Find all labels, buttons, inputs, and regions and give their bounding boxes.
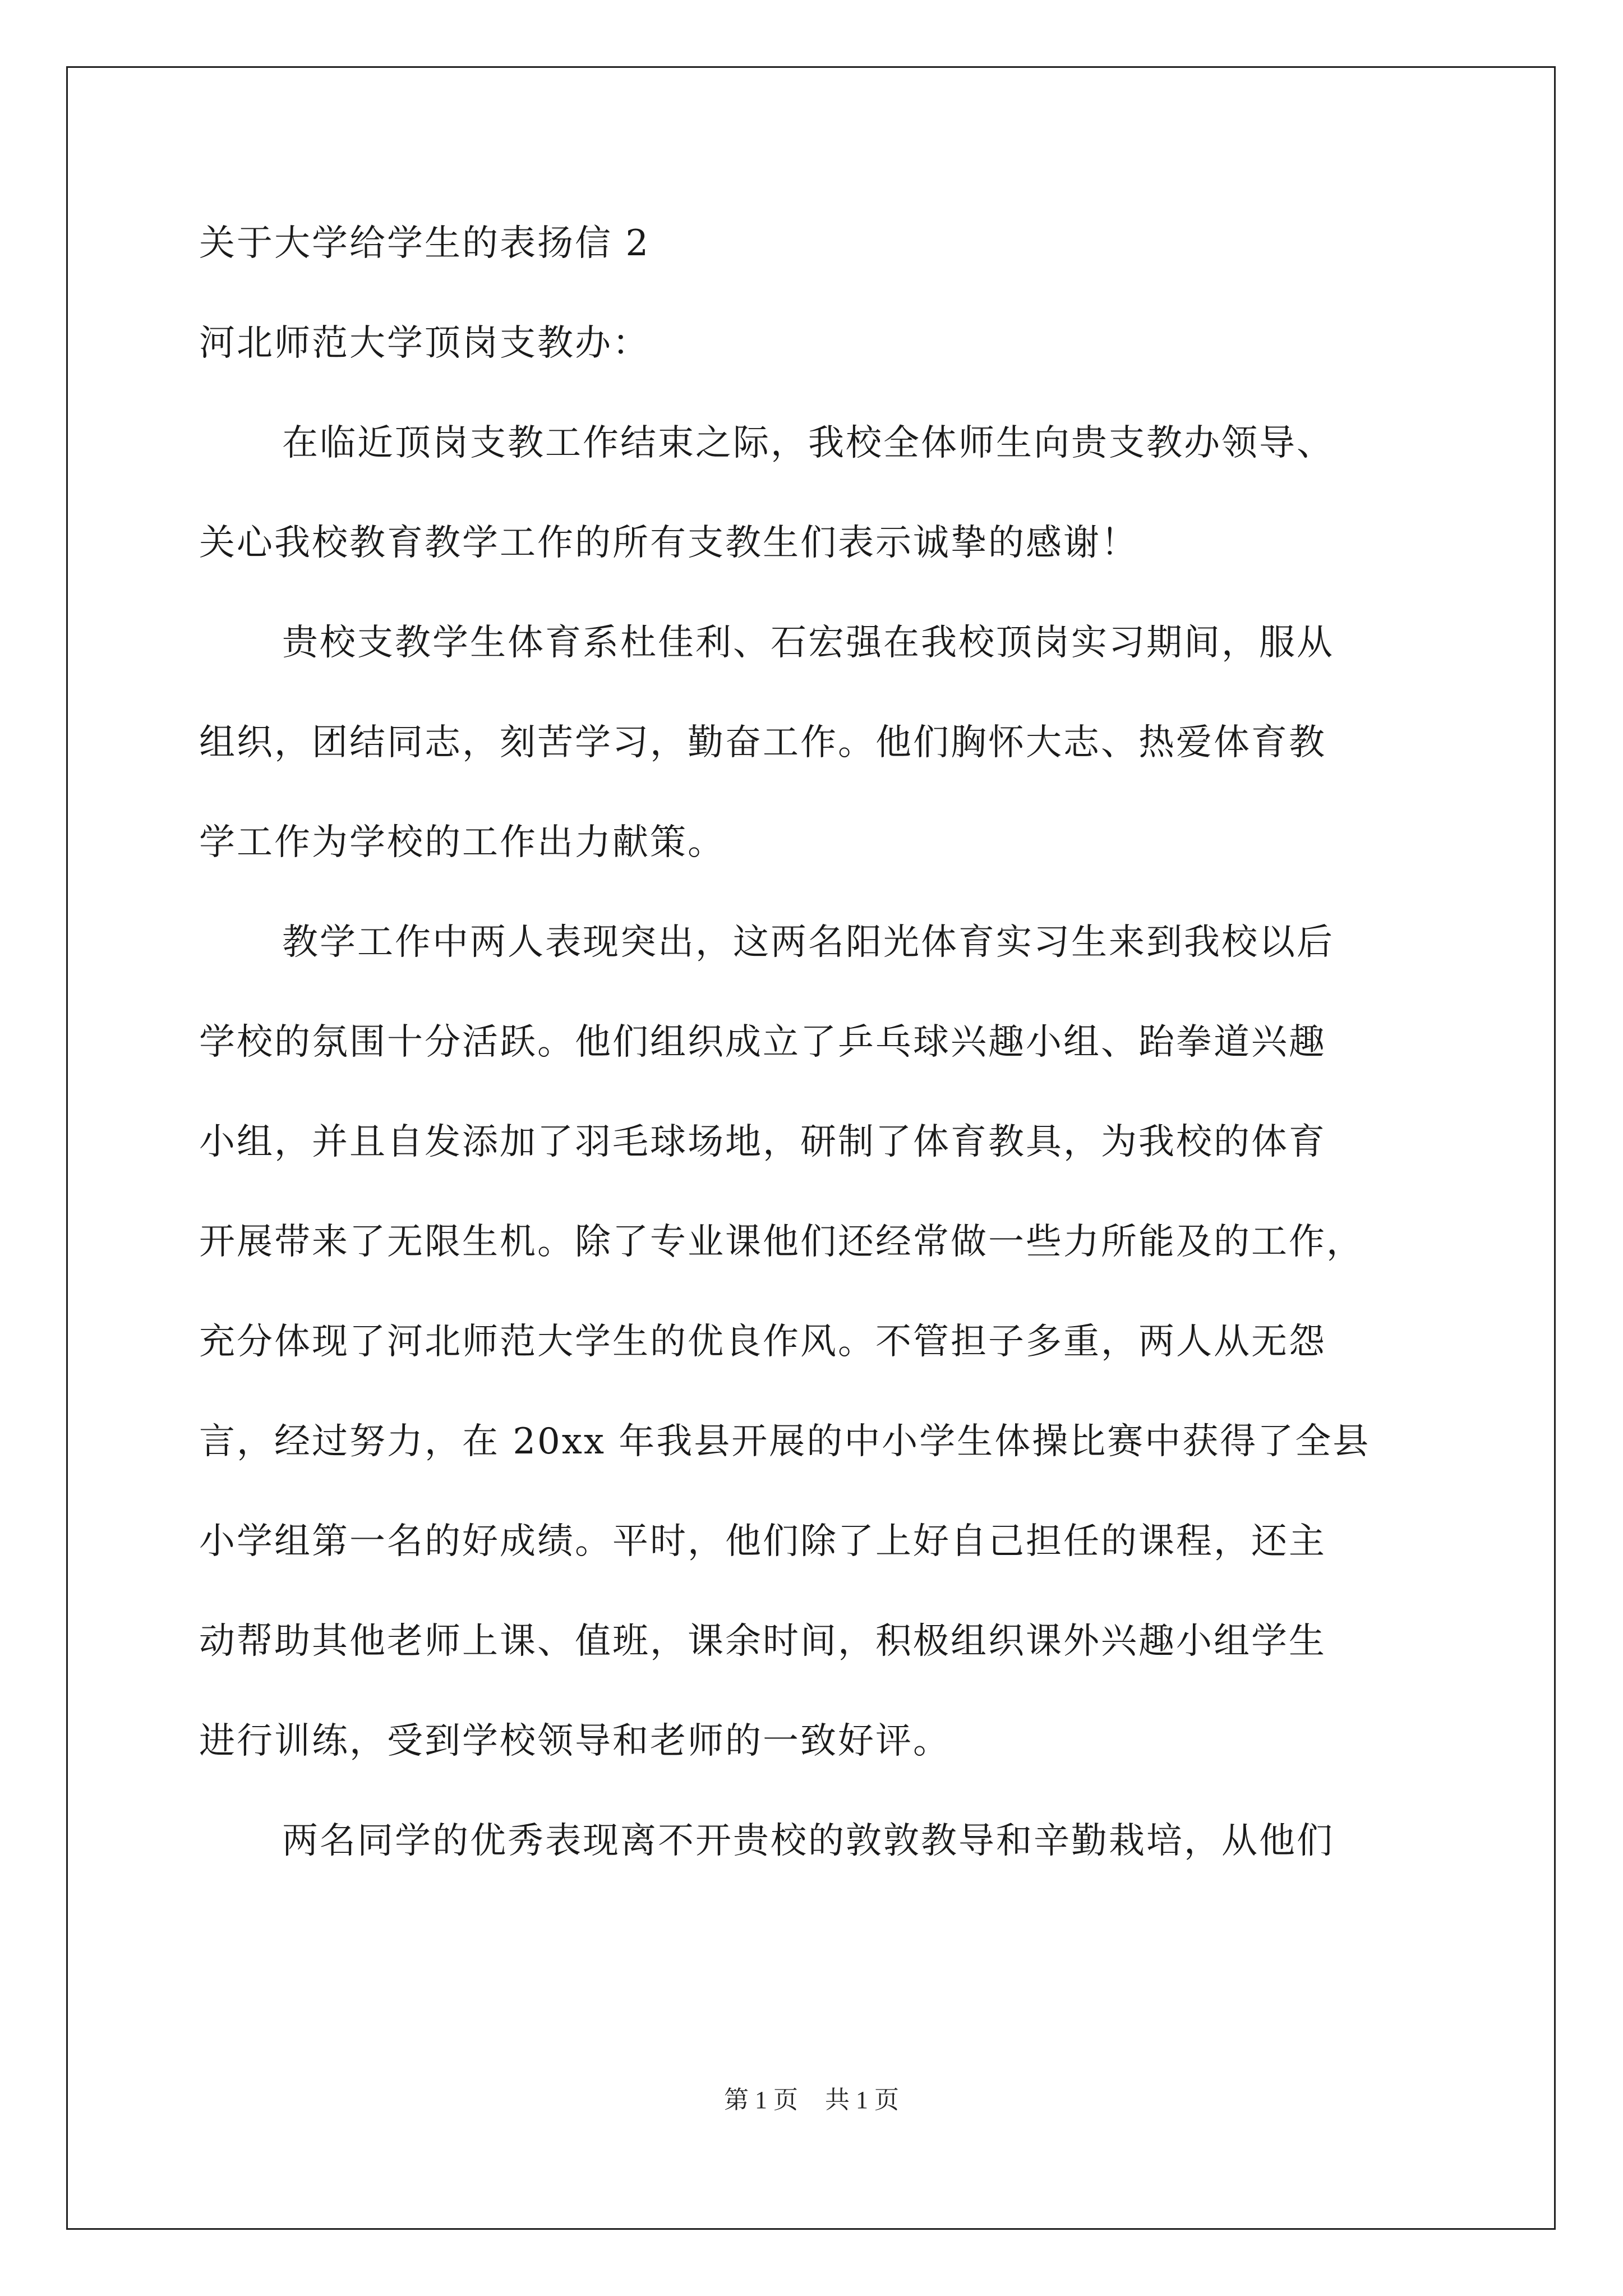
page-number: 第 1 页 bbox=[724, 2086, 798, 2114]
document-title: 关于大学给学生的表扬信 2 bbox=[199, 223, 651, 264]
salutation: 河北师范大学顶岗支教办： bbox=[199, 323, 650, 364]
page-total: 共 1 页 bbox=[825, 2086, 899, 2114]
paragraph-line: 充分体现了河北师范大学生的优良作风。不管担子多重，两人从无怨 bbox=[199, 1321, 1326, 1363]
paragraph-line: 动帮助其他老师上课、值班，课余时间，积极组织课外兴趣小组学生 bbox=[199, 1621, 1326, 1662]
paragraph-line: 学校的氛围十分活跃。他们组织成立了乒乓球兴趣小组、跆拳道兴趣 bbox=[199, 1022, 1326, 1063]
document-body bbox=[199, 219, 1467, 1916]
paragraph-line: 组织，团结同志，刻苦学习，勤奋工作。他们胸怀大志、热爱体育教 bbox=[199, 722, 1326, 763]
paragraph-2 bbox=[199, 618, 1467, 867]
paragraph-line: 开展带来了无限生机。除了专业课他们还经常做一些力所能及的工作， bbox=[199, 1221, 1364, 1263]
paragraph-line: 学工作为学校的工作出力献策。 bbox=[199, 822, 725, 863]
page-footer bbox=[0, 2085, 1623, 2116]
paragraph-3 bbox=[199, 918, 1467, 1766]
paragraph-line: 在临近顶岗支教工作结束之际，我校全体师生向贵支教办领导、 bbox=[282, 422, 1334, 464]
paragraph-line: 小学组第一名的好成绩。平时，他们除了上好自己担任的课程，还主 bbox=[199, 1521, 1326, 1562]
paragraph-line: 两名同学的优秀表现离不开贵校的敦敦教导和辛勤栽培，从他们 bbox=[282, 1820, 1334, 1862]
paragraph-line: 进行训练，受到学校领导和老师的一致好评。 bbox=[199, 1720, 951, 1762]
paragraph-line: 教学工作中两人表现突出，这两名阳光体育实习生来到我校以后 bbox=[282, 922, 1334, 963]
paragraph-4 bbox=[199, 1816, 1467, 1866]
paragraph-line: 贵校支教学生体育系杜佳利、石宏强在我校顶岗实习期间，服从 bbox=[282, 622, 1334, 664]
paragraph-line: 言，经过努力，在 20xx 年我县开展的中小学生体操比赛中获得了全县 bbox=[199, 1421, 1371, 1462]
paragraph-1 bbox=[199, 418, 1467, 568]
paragraph-line: 关心我校教育教学工作的所有支教生们表示诚挚的感谢！ bbox=[199, 522, 1138, 564]
paragraph-line: 小组，并且自发添加了羽毛球场地，研制了体育教具，为我校的体育 bbox=[199, 1121, 1326, 1163]
